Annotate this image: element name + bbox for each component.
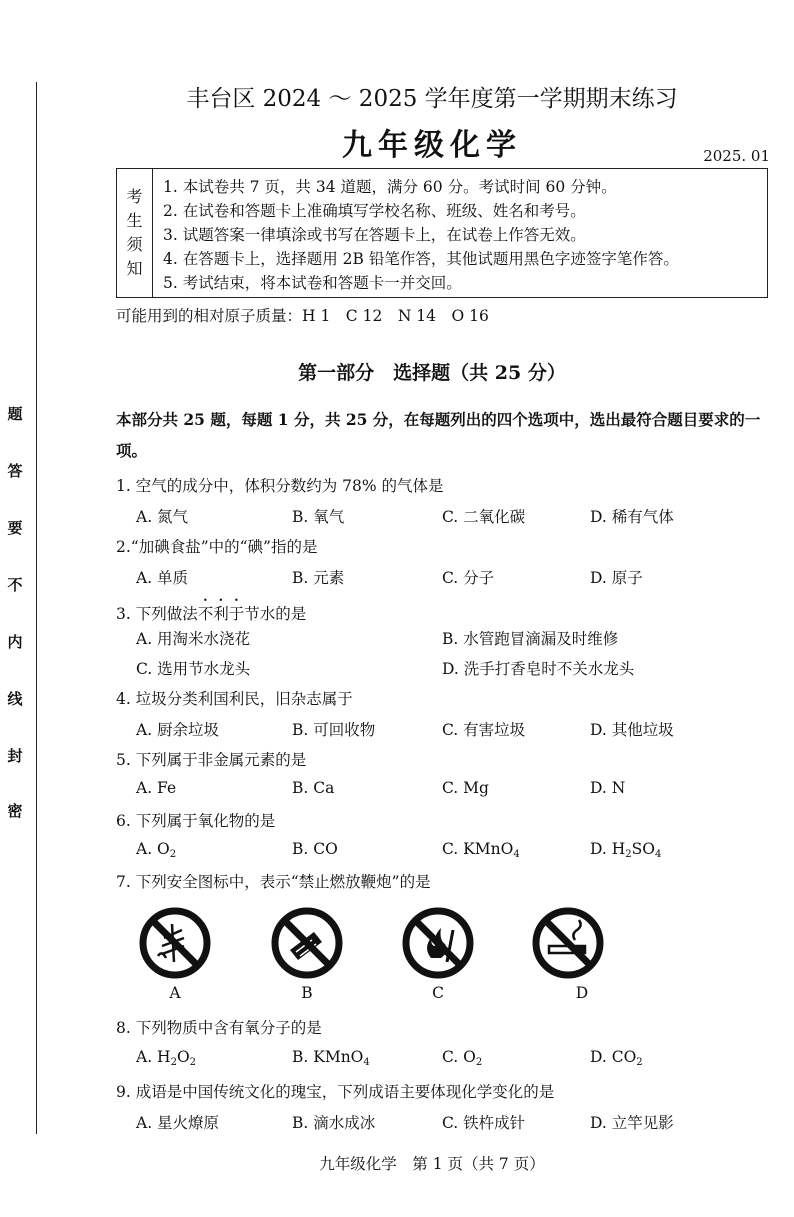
- question-9-stem: 9. 成语是中国传统文化的瑰宝，下列成语主要体现化学变化的是: [116, 1083, 555, 1101]
- question-2-stem: 2.“加碘食盐”中的“碘”指的是: [116, 538, 318, 556]
- q9-option-d[interactable]: D. 立竿见影: [590, 1114, 674, 1132]
- q3-option-d[interactable]: D. 洗手打香皂时不关水龙头: [442, 660, 635, 678]
- notice-line: 3. 试题答案一律填涂或书写在答题卡上，在试卷上作答无效。: [163, 226, 586, 244]
- q6-option-d[interactable]: D. $H_2SO_4$: [590, 840, 662, 860]
- no-open-flame-sign-icon[interactable]: [401, 906, 475, 980]
- q4-option-a[interactable]: A. 厨余垃圾: [136, 721, 220, 739]
- q8-option-a[interactable]: A. $H_2O_2$: [136, 1048, 197, 1068]
- sign-label-c: C: [432, 984, 444, 1002]
- candidate-notice-box: [116, 168, 768, 298]
- page-footer: 九年级化学 第 1 页（共 7 页）: [319, 1155, 545, 1173]
- q2-option-c[interactable]: C. 分子: [442, 569, 495, 587]
- question-5-stem: 5. 下列属于非金属元素的是: [116, 751, 307, 769]
- q9-option-a[interactable]: A. 星火燎原: [136, 1114, 220, 1132]
- seal-char: 封: [7, 747, 23, 765]
- q6-option-c[interactable]: C. KMnO$_4$: [442, 840, 520, 860]
- seal-char: 内: [7, 633, 23, 651]
- no-matches-sign-icon[interactable]: [270, 906, 344, 980]
- question-8-stem: 8. 下列物质中含有氧分子的是: [116, 1019, 322, 1037]
- notice-lines: [163, 175, 761, 295]
- question-4-stem: 4. 垃圾分类利国利民，旧杂志属于: [116, 690, 353, 708]
- sign-label-d: D: [575, 984, 589, 1002]
- seal-char: 线: [7, 690, 23, 708]
- q2-option-d[interactable]: D. 原子: [590, 569, 643, 587]
- seal-char: 密: [7, 802, 23, 820]
- section-instruction: 本部分共 25 题，每题 1 分，共 25 分，在每题列出的四个选项中，选出最符合题目要求的一项。: [116, 410, 761, 460]
- q5-option-d[interactable]: D. N: [590, 779, 626, 797]
- q8-option-d[interactable]: D. $CO_2$: [590, 1048, 643, 1068]
- notice-line: 4. 在答题卡上，选择题用 2B 铅笔作答，其他试题用黑色字迹签字笔作答。: [163, 250, 679, 268]
- q2-option-b[interactable]: B. 元素: [292, 569, 345, 587]
- emphasis-text: 不利于: [197, 605, 245, 623]
- section-title: 第一部分 选择题（共 25 分）: [298, 362, 566, 384]
- notice-line: 1. 本试卷共 7 页，共 34 道题，满分 60 分。考试时间 60 分钟。: [163, 178, 617, 196]
- q4-option-c[interactable]: C. 有害垃圾: [442, 721, 526, 739]
- exam-subject: 九年级化学: [342, 128, 522, 163]
- q8-option-c[interactable]: C. $O_2$: [442, 1048, 483, 1068]
- question-3-stem: 3. 下列做法不利于节水的是: [116, 605, 307, 623]
- q1-option-d[interactable]: D. 稀有气体: [590, 508, 674, 526]
- seal-char: 要: [7, 519, 23, 537]
- q5-option-c[interactable]: C. Mg: [442, 779, 489, 797]
- sign-label-a: A: [169, 984, 181, 1002]
- no-fireworks-sign-icon[interactable]: [138, 906, 212, 980]
- sign-label-b: B: [301, 984, 313, 1002]
- binding-line: [36, 82, 37, 1134]
- notice-line: 5. 考试结束，将本试卷和答题卡一并交回。: [163, 274, 462, 292]
- seal-char: 答: [7, 462, 23, 480]
- no-smoking-sign-icon[interactable]: [531, 906, 605, 980]
- exam-date: 2025. 01: [703, 147, 770, 165]
- q5-option-a[interactable]: A. Fe: [136, 779, 177, 797]
- notice-line: 2. 在试卷和答题卡上准确填写学校名称、班级、姓名和考号。: [163, 202, 586, 220]
- notice-label: 考 生 须 知: [117, 169, 153, 297]
- q4-option-b[interactable]: B. 可回收物: [292, 721, 376, 739]
- q1-option-c[interactable]: C. 二氧化碳: [442, 508, 526, 526]
- q3-option-b[interactable]: B. 水管跑冒滴漏及时维修: [442, 630, 619, 648]
- q1-option-a[interactable]: A. 氮气: [136, 508, 189, 526]
- seal-char: 题: [7, 405, 23, 423]
- atomic-masses: 可能用到的相对原子质量：H 1 C 12 N 14 O 16: [116, 307, 489, 325]
- question-1-stem: 1. 空气的成分中，体积分数约为 78% 的气体是: [116, 477, 444, 495]
- q2-option-a[interactable]: A. 单质: [136, 569, 189, 587]
- q4-option-d[interactable]: D. 其他垃圾: [590, 721, 674, 739]
- q9-option-b[interactable]: B. 滴水成冰: [292, 1114, 376, 1132]
- question-6-stem: 6. 下列属于氧化物的是: [116, 812, 276, 830]
- q1-option-b[interactable]: B. 氧气: [292, 508, 345, 526]
- q5-option-b[interactable]: B. Ca: [292, 779, 335, 797]
- q8-option-b[interactable]: B. KMnO$_4$: [292, 1048, 370, 1068]
- q3-option-a[interactable]: A. 用淘米水浇花: [136, 630, 251, 648]
- question-7-stem: 7. 下列安全图标中，表示“禁止燃放鞭炮”的是: [116, 873, 431, 891]
- q9-option-c[interactable]: C. 铁杵成针: [442, 1114, 526, 1132]
- seal-char: 不: [7, 576, 23, 594]
- q3-option-c[interactable]: C. 选用节水龙头: [136, 660, 251, 678]
- q6-option-b[interactable]: B. CO: [292, 840, 338, 858]
- q6-option-a[interactable]: A. $O_2$: [136, 840, 177, 860]
- exam-title: 丰台区 2024 ～ 2025 学年度第一学期期末练习: [186, 86, 678, 112]
